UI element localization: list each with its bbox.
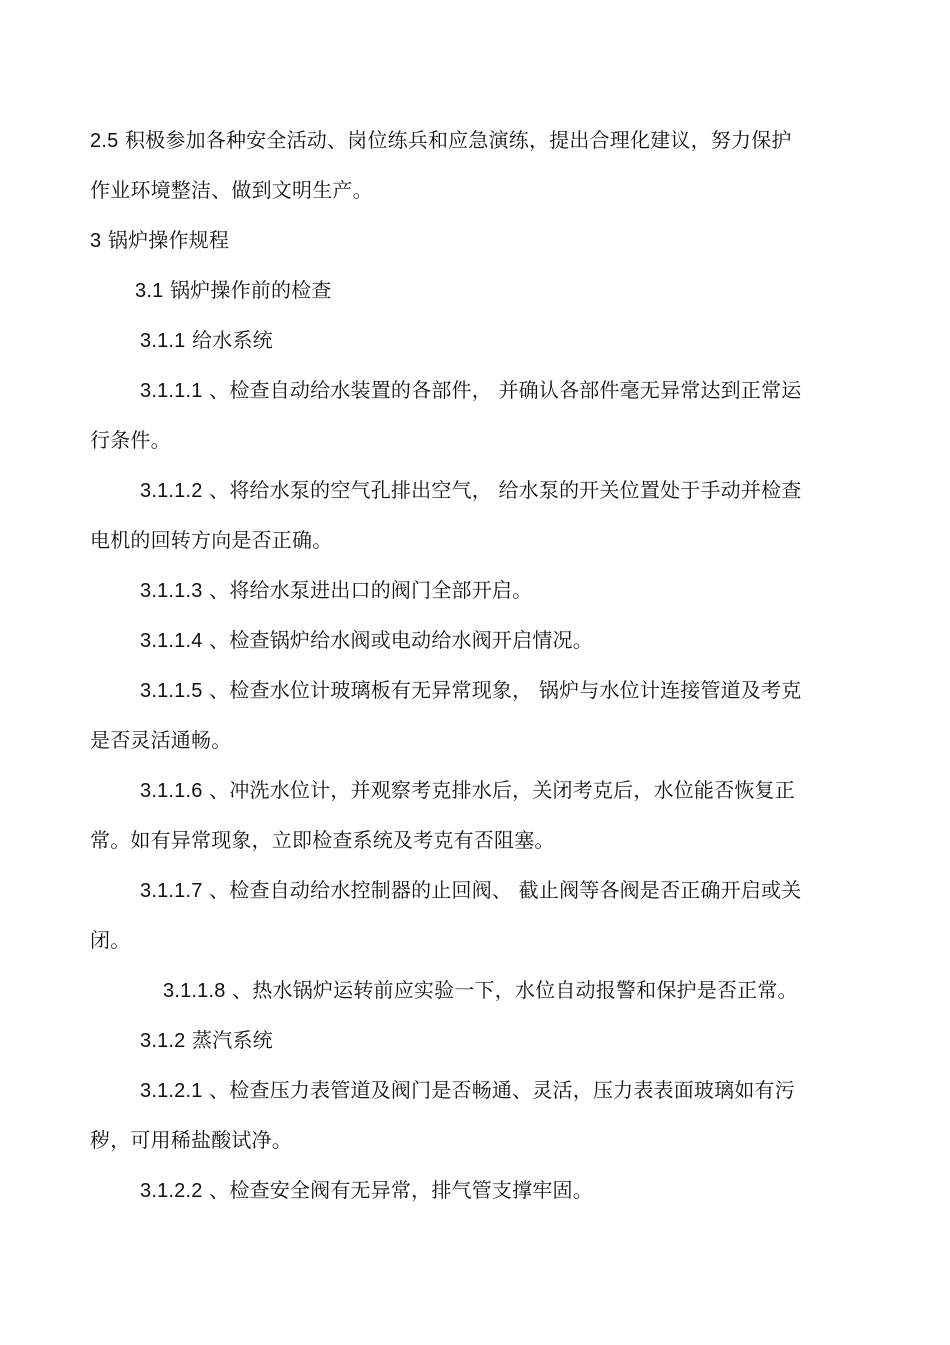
item-number: 3.1.2.2 <box>140 1180 203 1202</box>
section-heading-3-1-1 <box>140 326 273 355</box>
item-number: 3.1.1.4 <box>140 630 203 652</box>
section-number: 2.5 <box>90 130 119 152</box>
item-3-1-1-1-line-1 <box>140 376 801 405</box>
item-text: 、检查安全阀有无异常，排气管支撑牢固。 <box>202 1178 593 1202</box>
item-3-1-2-1-line-2 <box>90 1126 292 1154</box>
item-3-1-1-2-line-1 <box>140 476 801 505</box>
item-3-1-1-7-line-2 <box>90 926 130 954</box>
item-text: 、检查锅炉给水阀或电动给水阀开启情况。 <box>202 628 593 652</box>
item-number: 3.1.1.2 <box>140 480 203 502</box>
section-title: 锅炉操作前的检查 <box>163 278 332 302</box>
item-3-1-1-1-line-2 <box>90 426 171 454</box>
section-title: 锅炉操作规程 <box>101 228 230 252</box>
section-heading-3-1 <box>135 276 332 305</box>
item-text: 、检查自动给水控制器的止回阀、 截止阀等各阀是否正确开启或关 <box>202 878 802 902</box>
item-text: 、检查自动给水装置的各部件， 并确认各部件毫无异常达到正常运 <box>202 378 802 402</box>
item-number: 3.1.1.8 <box>163 980 226 1002</box>
item-text: 电机的回转方向是否正确。 <box>90 528 333 552</box>
item-text: 、热水锅炉运转前应实验一下，水位自动报警和保护是否正常。 <box>225 978 798 1002</box>
item-text: 、将给水泵进出口的阀门全部开启。 <box>202 578 533 602</box>
paragraph-2-5-line-2 <box>90 176 373 204</box>
item-text: 、将给水泵的空气孔排出空气， 给水泵的开关位置处于手动并检查 <box>202 478 802 502</box>
item-number: 3.1.2.1 <box>140 1080 203 1102</box>
item-text: 、冲洗水位计，并观察考克排水后，关闭考克后，水位能否恢复正 <box>202 778 795 802</box>
item-3-1-1-5-line-1 <box>140 676 801 705</box>
item-text: 、检查水位计玻璃板有无异常现象， 锅炉与水位计连接管道及考克 <box>202 678 802 702</box>
section-title: 蒸汽系统 <box>185 1028 273 1052</box>
item-number: 3.1.1.1 <box>140 380 203 402</box>
item-text: 、检查压力表管道及阀门是否畅通、灵活，压力表表面玻璃如有污 <box>202 1078 795 1102</box>
section-heading-3 <box>90 226 229 255</box>
item-text: 行条件。 <box>90 428 171 452</box>
item-number: 3.1.1.7 <box>140 880 203 902</box>
item-3-1-1-5-line-2 <box>90 726 231 754</box>
item-text: 闭。 <box>90 928 131 952</box>
item-3-1-2-2 <box>140 1176 593 1205</box>
paragraph-text: 积极参加各种安全活动、岗位练兵和应急演练，提出合理化建议，努力保护 <box>118 128 792 152</box>
item-3-1-1-3 <box>140 576 532 605</box>
section-heading-3-1-2 <box>140 1026 273 1055</box>
section-title: 给水系统 <box>185 328 273 352</box>
section-number: 3.1.2 <box>140 1030 186 1052</box>
section-number: 3.1 <box>135 280 164 302</box>
item-3-1-1-6-line-1 <box>140 776 795 805</box>
paragraph-text: 作业环境整洁、做到文明生产。 <box>90 178 373 202</box>
item-3-1-1-2-line-2 <box>90 526 332 554</box>
paragraph-2-5-line-1 <box>90 126 792 155</box>
item-3-1-2-1-line-1 <box>140 1076 795 1105</box>
item-number: 3.1.1.5 <box>140 680 203 702</box>
item-text: 常。如有异常现象，立即检查系统及考克有否阻塞。 <box>90 828 555 852</box>
item-3-1-1-4 <box>140 626 593 655</box>
section-number: 3 <box>90 230 102 252</box>
item-text: 是否灵活通畅。 <box>90 728 232 752</box>
item-number: 3.1.1.3 <box>140 580 203 602</box>
item-3-1-1-7-line-1 <box>140 876 801 905</box>
item-3-1-1-8 <box>163 976 798 1005</box>
section-number: 3.1.1 <box>140 330 186 352</box>
item-number: 3.1.1.6 <box>140 780 203 802</box>
item-text: 秽，可用稀盐酸试净。 <box>90 1128 292 1152</box>
item-3-1-1-6-line-2 <box>90 826 555 854</box>
